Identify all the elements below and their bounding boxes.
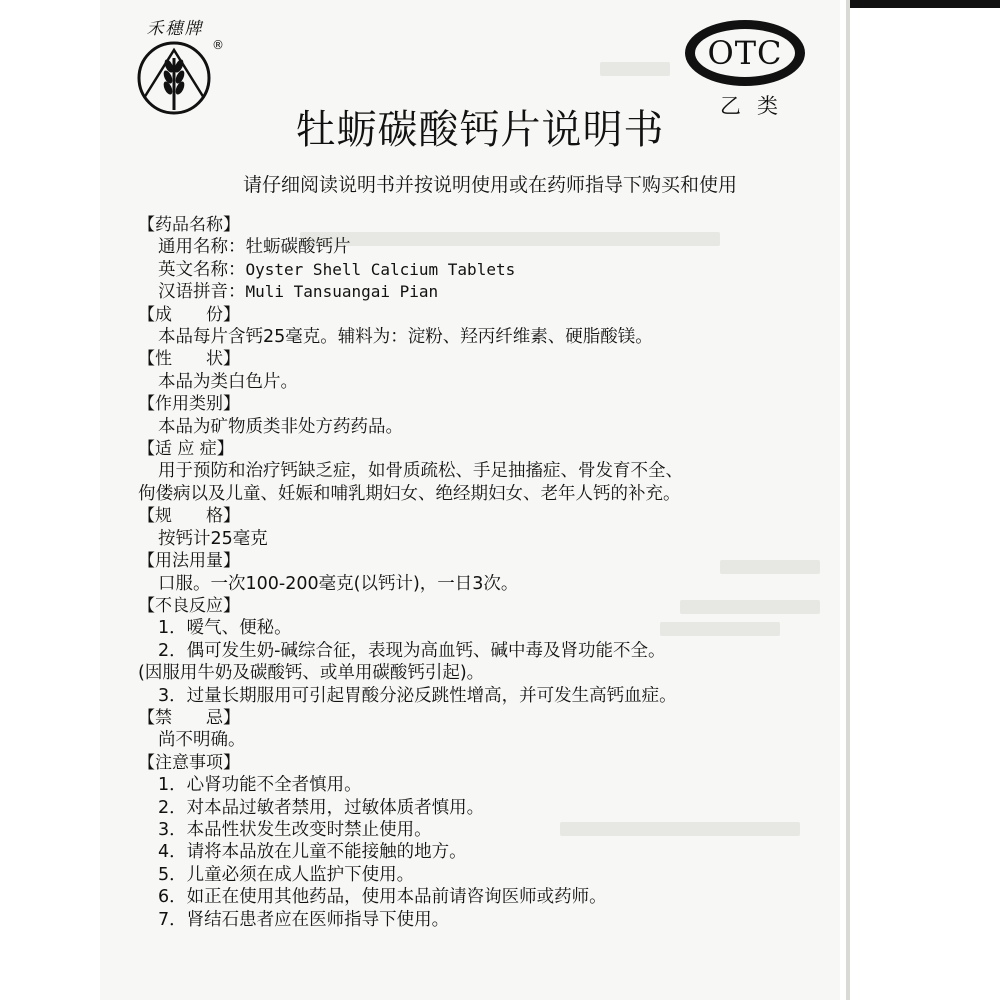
brand-name: 禾穗牌 [146,19,204,39]
otc-label: OTC [695,29,795,77]
adverse-item: 2．偶可发生奶-碱综合征，表现为高血钙、碱中毒及肾功能不全。 [158,640,666,661]
spec-text: 按钙计25毫克 [158,528,268,549]
section-heading: 【性 状】 [138,349,240,370]
precaution-item: 5．儿童必须在成人监护下使用。 [158,864,415,885]
section-heading: 【作用类别】 [138,394,240,415]
page-edge [846,0,850,1000]
english-name: Oyster Shell Calcium Tablets [245,259,516,279]
dosage-text: 口服。一次100-200毫克(以钙计)，一日3次。 [158,573,519,594]
field-label: 通用名称： [158,237,246,258]
registered-mark: ® [212,38,224,52]
section-heading: 【药品名称】 [138,215,240,235]
show-through-mark [600,62,670,76]
section-heading: 【规 格】 [138,506,240,527]
precaution-item: 6．如正在使用其他药品，使用本品前请咨询医师或药师。 [158,887,607,908]
precaution-item: 4．请将本品放在儿童不能接触的地方。 [158,842,467,863]
precaution-item: 1．心肾功能不全者慎用。 [158,775,362,796]
wheat-logo-icon [136,40,212,116]
section-heading: 【用法用量】 [138,551,240,572]
section-heading: 【注意事项】 [138,752,240,773]
document-subtitle: 请仔细阅读说明书并按说明使用或在药师指导下购买和使用 [242,174,737,196]
category-text: 本品为矿物质类非处方药药品。 [158,416,403,437]
composition-text: 本品每片含钙25毫克。辅料为：淀粉、羟丙纤维素、硬脂酸镁。 [158,327,653,348]
otc-badge [685,20,805,86]
precaution-item: 3．本品性状发生改变时禁止使用。 [158,819,432,840]
field-label: 英文名称： [158,259,246,280]
contraindications-text: 尚不明确。 [158,730,246,751]
adverse-item: (因服用牛奶及碳酸钙、或单用碳酸钙引起)。 [138,663,485,684]
adverse-item: 1．嗳气、便秘。 [158,618,292,639]
document-title: 牡蛎碳酸钙片说明书 [295,107,665,153]
scan-corner-bar [850,0,1000,8]
section-heading: 【适 应 症】 [138,439,234,460]
section-heading: 【禁 忌】 [138,707,240,728]
precaution-item: 2．对本品过敏者禁用，过敏体质者慎用。 [158,797,485,818]
section-heading: 【成 份】 [138,304,240,325]
indications-line: 用于预防和治疗钙缺乏症，如骨质疏松、手足抽搐症、骨发育不全、 [158,461,683,482]
precaution-item: 7．肾结石患者应在医师指导下使用。 [158,909,450,930]
generic-name: 牡蛎碳酸钙片 [245,237,351,258]
section-heading: 【不良反应】 [138,595,240,616]
pinyin-name: Muli Tansuangai Pian [245,282,439,302]
indications-line: 佝偻病以及儿童、妊娠和哺乳期妇女、绝经期妇女、老年人钙的补充。 [138,483,681,504]
field-label: 汉语拼音： [158,282,246,303]
otc-class: 乙类 [720,94,794,118]
appearance-text: 本品为类白色片。 [158,371,298,392]
adverse-item: 3．过量长期服用可引起胃酸分泌反跳性增高，并可发生高钙血症。 [158,685,677,706]
leaflet-body [138,214,838,931]
